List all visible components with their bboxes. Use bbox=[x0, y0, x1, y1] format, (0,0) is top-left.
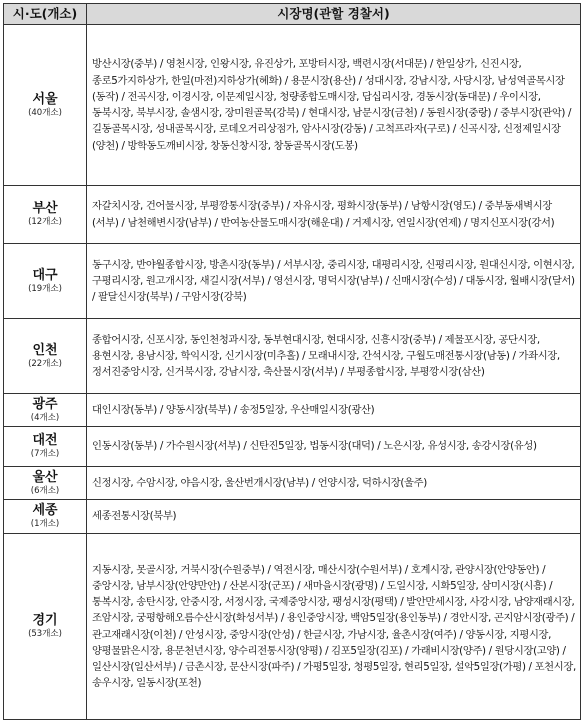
region-name: 대전 bbox=[32, 433, 58, 448]
region-name: 인천 bbox=[32, 342, 58, 358]
region-cell bbox=[4, 186, 87, 244]
region-count: (22개소) bbox=[28, 358, 62, 369]
markets-cell: 동구시장, 반야월종합시장, 방촌시장(동부) / 서부시장, 중리시장, 대평리시장, 신평리시장, 원대신시장, 이현시장, 구평리시장, 원고개시장, 새길시장(서부) / 영선시장, 명덕시장(남부) / 신매시장(수성) / 대동시장, 월배시장(달서) / 팔달신시장(북부) / 구암시장(강북) bbox=[87, 244, 581, 319]
region-count: (6개소) bbox=[30, 485, 60, 496]
table-row bbox=[4, 25, 581, 186]
region-count: (19개소) bbox=[28, 283, 62, 294]
table-row bbox=[4, 394, 581, 427]
region-cell bbox=[4, 500, 87, 534]
region-cell bbox=[4, 25, 87, 186]
market-table-container bbox=[3, 3, 580, 720]
region-cell bbox=[4, 427, 87, 467]
markets-cell: 세종전통시장(북부) bbox=[87, 500, 581, 534]
markets-cell: 대인시장(동부) / 양동시장(북부) / 송정5일장, 우산매일시장(광산) bbox=[87, 394, 581, 427]
markets-cell: 신정시장, 수암시장, 야음시장, 울산번개시장(남부) / 언양시장, 덕하시장(울주) bbox=[87, 467, 581, 500]
markets-cell: 자갈치시장, 건어물시장, 부평깡통시장(중부) / 자유시장, 평화시장(동부) / 남항시장(영도) / 중부동새벽시장(서부) / 남천해변시장(남부) / 반여농산물도매시장(해운대) / 거제시장, 연일시장(연제) / 명지신포시장(강서) bbox=[87, 186, 581, 244]
header-markets: 시장명(관할 경찰서) bbox=[87, 4, 581, 25]
region-count: (40개소) bbox=[28, 107, 62, 118]
region-count: (7개소) bbox=[30, 449, 60, 459]
table-row bbox=[4, 534, 581, 720]
table-row bbox=[4, 467, 581, 500]
markets-cell: 종합어시장, 신포시장, 동인천청과시장, 동부현대시장, 현대시장, 신흥시장(중부) / 제물포시장, 공단시장, 용현시장, 용남시장, 학익시장, 신기시장(미추홀) / 모래내시장, 간석시장, 구월도매전통시장(남동) / 가좌시장, 정서진중앙시장, 신거북시장, 강남시장, 축산물시장(서부) / 부평종합시장, 부평깡시장(삼산) bbox=[87, 319, 581, 394]
markets-cell: 인동시장(동부) / 가수원시장(서부) / 신탄진5일장, 법동시장(대덕) / 노은시장, 유성시장, 송강시장(유성) bbox=[87, 427, 581, 467]
region-cell bbox=[4, 467, 87, 500]
region-name: 부산 bbox=[32, 201, 58, 216]
region-cell bbox=[4, 319, 87, 394]
table-row bbox=[4, 500, 581, 534]
region-name: 대구 bbox=[32, 267, 58, 283]
markets-cell: 방산시장(중부) / 영천시장, 인왕시장, 유진상가, 포방터시장, 백련시장(서대문) / 한일상가, 신진시장, 종로5가지하상가, 한일(마전)지하상가(혜화) / 용문시장(용산) / 성대시장, 강남시장, 사당시장, 남성역골목시장(동작) / 전곡시장, 이경시장, 이문제일시장, 청량종합도매시장, 답십리시장, 경동시장(동대문) / 우이시장, 동북시장, 북부시장, 솔샘시장, 장미원골목(강북) / 현대시장, 남문시장(금천) / 동원시장(중랑) / 중부시장(관악) / 길동골목시장, 성내골목시장, 로데오거리상점가, 암사시장(강동) / 고척프라자(구로) / 신곡시장, 신정제일시장(양천) / 방학동도깨비시장, 창동신창시장, 창동골목시장(도봉) bbox=[87, 25, 581, 186]
region-name: 광주 bbox=[32, 396, 58, 412]
table-row bbox=[4, 427, 581, 467]
table-header-row bbox=[4, 4, 581, 25]
table-row bbox=[4, 186, 581, 244]
region-cell bbox=[4, 244, 87, 319]
region-count: (53개소) bbox=[28, 629, 62, 639]
header-region: 시·도(개소) bbox=[4, 4, 87, 25]
region-name: 세종 bbox=[32, 503, 58, 518]
region-cell bbox=[4, 394, 87, 427]
table-row bbox=[4, 319, 581, 394]
region-name: 서울 bbox=[32, 91, 58, 107]
markets-cell: 지동시장, 못골시장, 거북시장(수원중부) / 역전시장, 매산시장(수원서부) / 호계시장, 관양시장(안양동안) / 중앙시장, 남부시장(안양만안) / 산본시장(군포) / 새마을시장(광명) / 도일시장, 시화5일장, 삼미시장(시흥) / 통복시장, 송탄시장, 안중시장, 서정시장, 국제중앙시장, 팽성시장(평택) / 발안만세시장, 사강시장, 남양재래시장, 조암시장, 궁평항해오름수산시장(화성서부) / 용인중앙시장, 백암5일장(용인동부) / 경안시장, 곤지암시장(광주) / 관고재래시장(이천) / 안성시장, 중앙시장(안성) / 한글시장, 가남시장, 율촌시장(여주) / 양동시장, 지평시장, 양평물맑은시장, 용문천년시장, 양수리전통시장(양평) / 김포5일장(김포) / 가래비시장(양주) / 원당시장(고양) / 일산시장(일산서부) / 금촌시장, 문산시장(파주) / 가평5일장, 청평5일장, 현리5일장, 설악5일장(가평) / 포천시장, 송우시장, 일동시장(포천) bbox=[87, 534, 581, 720]
region-count: (12개소) bbox=[28, 217, 62, 227]
market-table bbox=[3, 3, 581, 720]
table-row bbox=[4, 244, 581, 319]
region-cell bbox=[4, 534, 87, 720]
region-name: 경기 bbox=[32, 613, 58, 628]
region-count: (4개소) bbox=[30, 412, 60, 423]
region-count: (1개소) bbox=[30, 519, 60, 529]
region-name: 울산 bbox=[32, 469, 58, 485]
